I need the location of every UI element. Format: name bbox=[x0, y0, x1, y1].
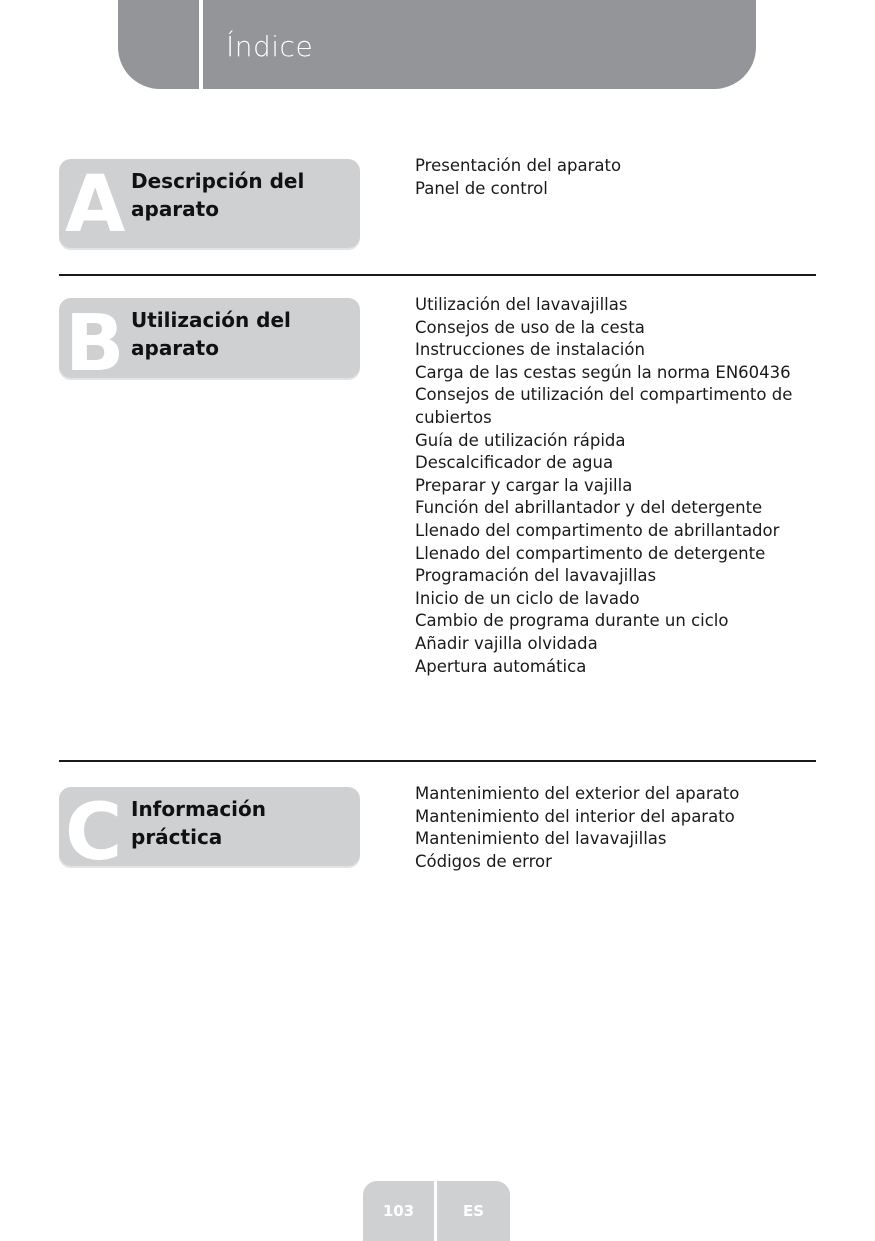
page-title: Índice bbox=[226, 30, 314, 63]
section-letter: C bbox=[65, 788, 123, 878]
toc-entry[interactable]: Panel de control bbox=[415, 178, 548, 198]
section-badge-b bbox=[59, 298, 360, 389]
toc-entry[interactable]: Mantenimiento del interior del aparato bbox=[415, 806, 735, 826]
toc-entry[interactable]: Inicio de un ciclo de lavado bbox=[415, 588, 640, 608]
header-tab bbox=[118, 0, 756, 89]
toc-entry[interactable]: Preparar y cargar la vajilla bbox=[415, 475, 633, 495]
section-list-b bbox=[415, 294, 825, 678]
section-divider bbox=[59, 760, 816, 762]
section-letter: B bbox=[65, 299, 125, 389]
section-list-a bbox=[415, 155, 825, 200]
toc-entry[interactable]: Apertura automática bbox=[415, 656, 587, 676]
section-badge-a bbox=[59, 159, 360, 250]
section-title: Utilización del aparato bbox=[131, 308, 291, 360]
section-title: Descripción del aparato bbox=[131, 169, 305, 221]
toc-entry[interactable]: Carga de las cestas según la norma EN60436 bbox=[415, 362, 791, 382]
toc-entry[interactable]: Guía de utilización rápida bbox=[415, 430, 626, 450]
header-divider bbox=[199, 0, 203, 89]
page-number: 103 bbox=[363, 1181, 434, 1241]
toc-entry[interactable]: Programación del lavavajillas bbox=[415, 566, 657, 586]
toc-entry[interactable]: Consejos de utilización del compartimento de cubiertos bbox=[415, 385, 793, 427]
toc-entry[interactable]: Añadir vajilla olvidada bbox=[415, 633, 598, 653]
section-title: Información práctica bbox=[131, 797, 267, 849]
toc-entry[interactable]: Instrucciones de instalación bbox=[415, 340, 645, 360]
toc-entry[interactable]: Mantenimiento del lavavajillas bbox=[415, 829, 667, 849]
toc-entry[interactable]: Utilización del lavavajillas bbox=[415, 295, 628, 314]
language-code: ES bbox=[437, 1181, 510, 1241]
toc-entry[interactable]: Cambio de programa durante un ciclo bbox=[415, 611, 729, 631]
section-letter: A bbox=[65, 160, 126, 250]
toc-entry[interactable]: Consejos de uso de la cesta bbox=[415, 317, 645, 337]
section-badge-c bbox=[59, 787, 360, 878]
toc-entry[interactable]: Llenado del compartimento de abrillantador bbox=[415, 520, 780, 540]
toc-entry[interactable]: Descalcificador de agua bbox=[415, 453, 614, 473]
section-list-c bbox=[415, 783, 825, 873]
toc-entry[interactable]: Llenado del compartimento de detergente bbox=[415, 543, 766, 563]
toc-entry[interactable]: Presentación del aparato bbox=[415, 156, 622, 175]
toc-entry[interactable]: Mantenimiento del exterior del aparato bbox=[415, 784, 740, 803]
section-divider bbox=[59, 274, 816, 276]
toc-entry[interactable]: Códigos de error bbox=[415, 851, 552, 871]
toc-entry[interactable]: Función del abrillantador y del detergente bbox=[415, 498, 763, 518]
